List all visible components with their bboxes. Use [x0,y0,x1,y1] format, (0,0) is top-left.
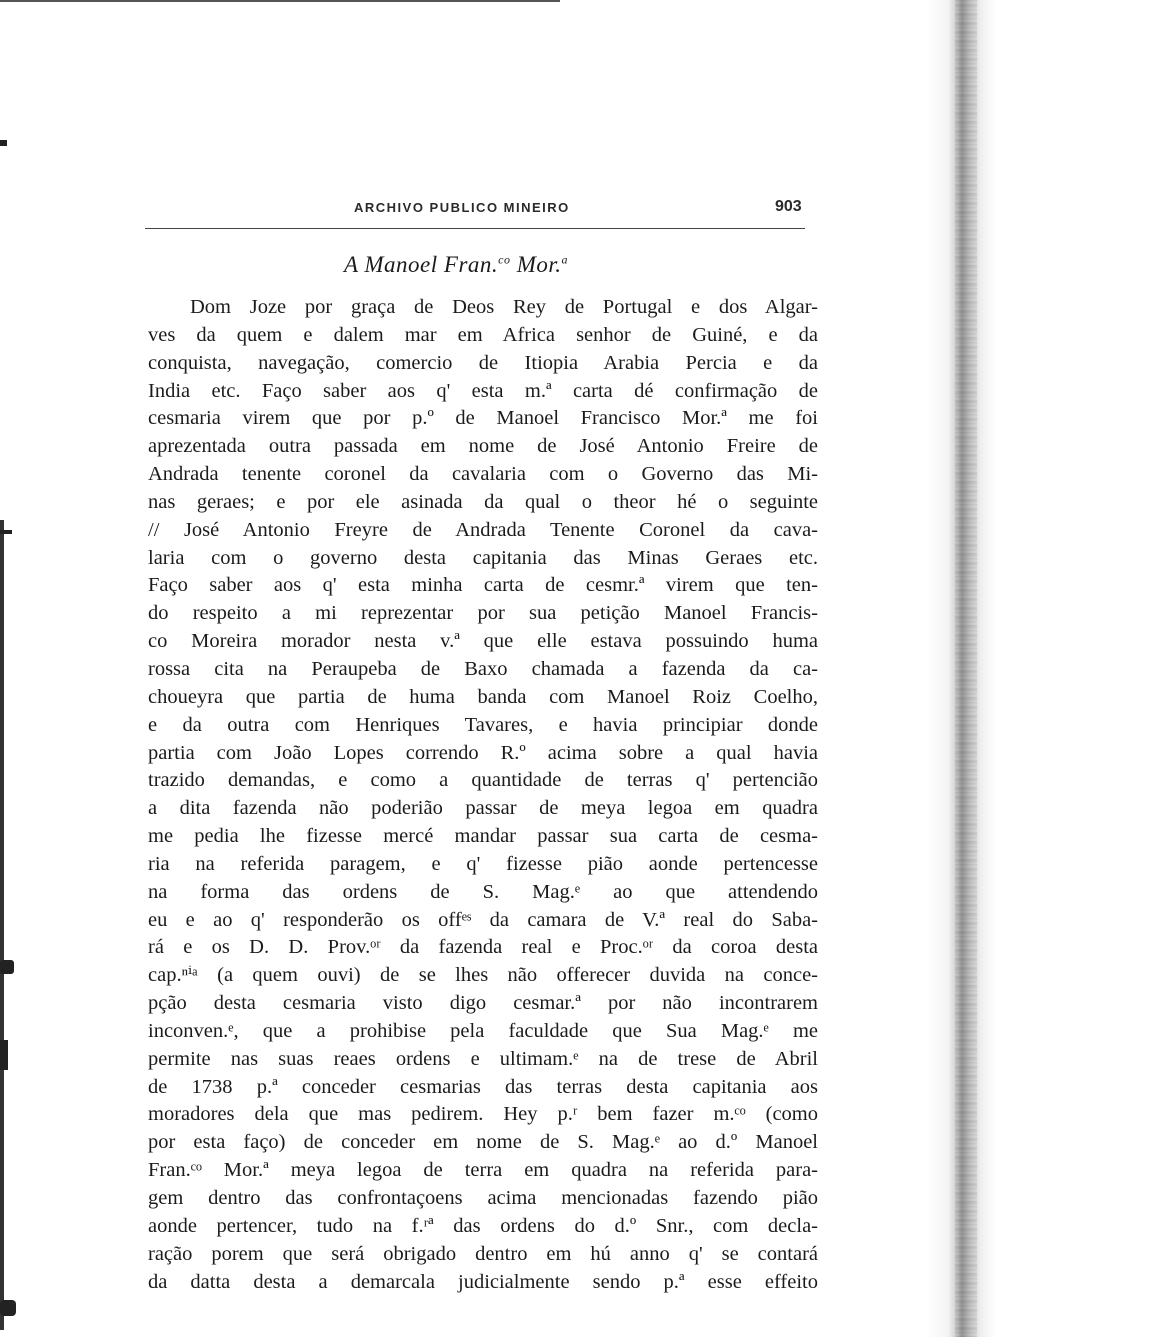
text-line: co Moreira morador nesta v.ª que elle estava possuindo huma [148,630,818,653]
document-title [344,252,568,278]
text-line: moradores dela que mas pedirem. Hey p.ʳ bem fazer m.ᶜᵒ (como [148,1103,818,1126]
left-page-edge [0,520,4,1330]
text-line: permite nas suas reaes ordens e ultimam.ᵉ na de trese de Abril [148,1047,818,1070]
text-line: India etc. Faço saber aos q' esta m.ª carta dé confirmação de [148,379,818,402]
title-superscript: co [498,252,511,267]
spine-texture [955,0,977,1337]
left-edge-mark [0,1040,8,1070]
title-part: A Manoel Fran. [344,252,499,277]
text-line: inconven.ᵉ, que a prohibise pela faculdade que Sua Mag.ᵉ me [148,1019,818,1042]
left-edge-mark [0,1300,16,1316]
text-line: Faço saber aos q' esta minha carta de cesmr.ª virem que ten- [148,574,818,597]
text-line: me pedia lhe fizesse mercé mandar passar sua carta de cesma- [148,825,818,848]
text-line: por esta faço) de conceder em nome de S. Mag.ᵉ ao d.º Manoel [148,1131,818,1154]
text-line: conquista, navegação, comercio de Itiopia Arabia Percia e da [148,351,818,374]
text-line: nas geraes; e por ele asinada da qual o theor hé o seguinte [148,490,818,513]
text-line: cap.ⁿⁱᵃ (a quem ouvi) de se lhes não offerecer duvida na conce- [148,964,818,987]
text-line: rá e os D. D. Prov.ᵒʳ da fazenda real e Proc.ᵒʳ da coroa desta [148,936,818,959]
running-header: ARCHIVO PUBLICO MINEIRO [354,200,570,215]
text-line: laria com o governo desta capitania das Minas Geraes etc. [148,546,818,569]
text-line: aprezentada outra passada em nome de José Antonio Freire de [148,435,818,458]
title-part: Mor. [510,252,562,277]
text-line: Dom Joze por graça de Deos Rey de Portugal e dos Algar- [190,296,818,318]
text-line: // José Antonio Freyre de Andrada Tenente Coronel da cava- [148,518,818,541]
text-line: da datta desta a demarcala judicialmente sendo p.ª esse effeito [148,1270,818,1293]
text-line: na forma das ordens de S. Mag.ᵉ ao que attendendo [148,880,818,903]
document-body [148,294,818,1296]
text-line: pção desta cesmaria visto digo cesmar.ª por não incontrarem [148,992,818,1015]
text-line: cesmaria virem que por p.º de Manoel Francisco Mor.ª me foi [148,407,818,430]
text-line: ração porem que será obrigado dentro em hú anno q' se contará [148,1242,818,1265]
text-line: partia com João Lopes correndo R.º acima sobre a qual havia [148,741,818,764]
text-line: ves da quem e dalem mar em Africa senhor de Guiné, e da [148,323,818,346]
text-line: do respeito a mi reprezentar por sua petição Manoel Francis- [148,602,818,625]
page-number: 903 [775,198,802,215]
text-line: ria na referida paragem, e q' fizesse pião aonde pertencesse [148,852,818,875]
text-line: Fran.ᶜᵒ Mor.ª meya legoa de terra em quadra na referida para- [148,1159,818,1182]
text-line: eu e ao q' responderão os offᵉˢ da camara de V.ª real do Saba- [148,908,818,931]
text-line: e da outra com Henriques Tavares, e havia principiar donde [148,713,818,736]
top-edge-rule [0,0,560,2]
left-edge-mark [0,530,12,534]
text-line: trazido demandas, e como a quantidade de terras q' pertencião [148,769,818,792]
text-line: gem dentro das confrontaçoens acima mencionadas fazendo pião [148,1187,818,1209]
text-line: choueyra que partia de huma banda com Manoel Roiz Coelho, [148,685,818,708]
text-line: de 1738 p.ª conceder cesmarias das terras desta capitania aos [148,1075,818,1098]
left-edge-mark [0,140,7,146]
header-rule [145,228,805,229]
text-line: rossa cita na Peraupeba de Baxo chamada a fazenda da ca- [148,657,818,680]
text-line: a dita fazenda não poderião passar de meya legoa em quadra [148,797,818,820]
title-superscript: a [561,252,569,267]
left-edge-mark [0,960,14,974]
text-line: aonde pertencer, tudo na f.ʳª das ordens do d.º Snr., com decla- [148,1214,818,1237]
text-line: Andrada tenente coronel da cavalaria com o Governo das Mi- [148,463,818,486]
